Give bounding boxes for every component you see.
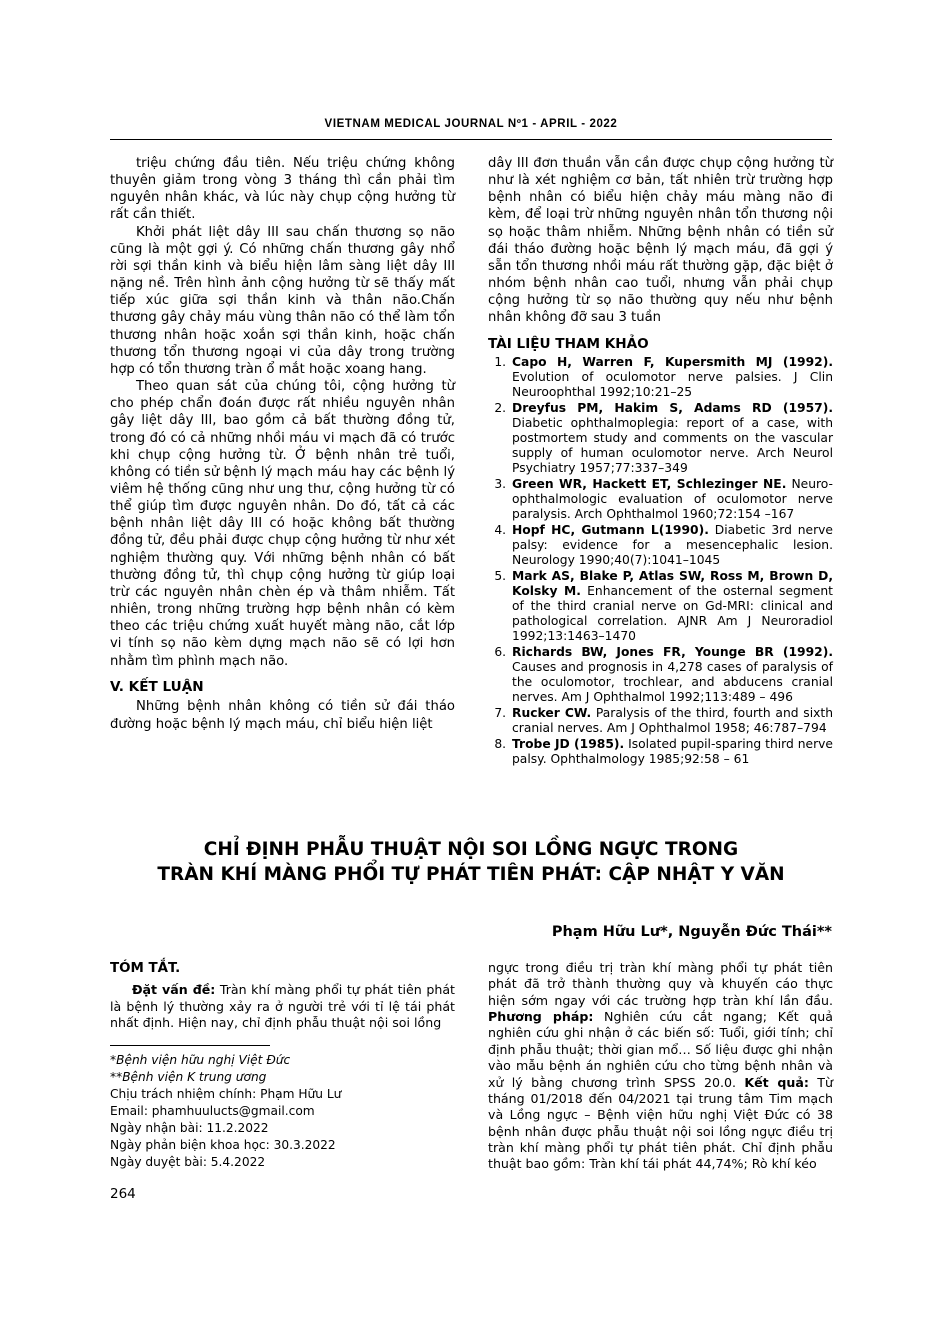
abstract-paragraph bbox=[488, 960, 833, 1173]
abstract-lead-in-methods: Phương pháp: bbox=[488, 1009, 594, 1025]
contact-email[interactable]: Email: phamhuulucts@gmail.com bbox=[110, 1104, 315, 1119]
reference-item bbox=[510, 706, 833, 736]
abstract-text-part-1: ngực trong điều trị tràn khí màng phổi tự phát tiên phát đã trở thành thường quy và khuyến cáo thực hiện sớm ngay với các trường hợp tràn khí lần đầu. bbox=[488, 960, 833, 1008]
abstract-text-part-3: Từ tháng 01/2018 đến 04/2021 tại trung tâm Tim mạch và Lồng ngực – Bệnh viện hữu nghị Việt Đức có 38 bệnh nhân được phẫu thuật nội soi lồng ngực điều trị tràn khí màng phổi tự phát tiên phát. Chỉ định phẫu thuật bao gồm: Tràn khí tái phát 44,74%; Rò khí kéo bbox=[488, 1074, 833, 1172]
reference-authors: Rucker CW. bbox=[512, 706, 592, 721]
abstract-right bbox=[488, 960, 833, 1173]
reference-detail: Enhancement of the osternal segment of the third cranial nerve on Gd-MRI: clinical and pathological correlation. AJNR Am J Neuroradiol 1992;13:1463–1470 bbox=[512, 584, 833, 644]
reference-authors: Green WR, Hackett ET, Schlezinger NE. bbox=[512, 477, 787, 492]
reference-authors: Richards BW, Jones FR, Younge BR (1992). bbox=[512, 645, 833, 660]
abstract-lead-in: Đặt vấn đề: bbox=[132, 982, 216, 998]
article-title-block bbox=[110, 838, 832, 888]
reference-authors: Dreyfus PM, Hakim S, Adams RD (1957). bbox=[512, 401, 833, 416]
date-received: Ngày nhận bài: 11.2.2022 bbox=[110, 1121, 269, 1136]
paragraph: triệu chứng đầu tiên. Nếu triệu chứng không thuyên giảm trong vòng 3 tháng thì cần phải tìm nguyên nhân khác, và lúc này chụp cộng hưởng từ rất cần thiết. bbox=[110, 156, 455, 223]
date-reviewed: Ngày phản biện khoa học: 30.3.2022 bbox=[110, 1138, 336, 1153]
reference-detail: Isolated pupil-sparing third nerve palsy. Ophthalmology 1985;92:58 – 61 bbox=[512, 737, 833, 767]
reference-detail: Diabetic ophthalmoplegia: report of a case, with postmortem study and comments on the vascular supply of human oculomotor nerve. Arch Neurol Psychiatry 1957;77:337–349 bbox=[512, 416, 833, 476]
header-rule bbox=[110, 139, 832, 140]
reference-detail: Evolution of oculomotor nerve palsies. J Clin Neuroophthal 1992;10:21–25 bbox=[512, 370, 833, 400]
reference-detail: Paralysis of the third, fourth and sixth cranial nerves. Am J Ophthalmol 1958; 46:787–794 bbox=[512, 706, 833, 736]
right-column bbox=[488, 155, 833, 768]
page-number: 264 bbox=[110, 1186, 136, 1202]
reference-authors: Hopf HC, Gutmann L(1990). bbox=[512, 523, 709, 538]
affiliation-2: **Bệnh viện K trung ương bbox=[110, 1070, 267, 1085]
paragraph: Khởi phát liệt dây III sau chấn thương sọ não cũng là một gợi ý. Có những chấn thương gây nhổ rời sợi thần kinh và biểu hiện lâm sàng liệt dây III nặng nề. Trên hình ảnh cộng hưởng từ sẽ thấy mất tiếp xúc giữa sợi thần kinh và thân não.Chấn thương gây chảy máu vùng thân não có thể làm tổn thương nhân hoặc xoắn sợi thần kinh, hoặc chấn thương tổn thương ngoại vi của dây trong trường hợp có tổn thương tràn ổ mắt hoặc xoang hang. bbox=[110, 224, 455, 377]
reference-list bbox=[488, 355, 833, 767]
reference-item bbox=[510, 645, 833, 705]
responsible-author: Chịu trách nhiệm chính: Phạm Hữu Lư bbox=[110, 1087, 342, 1102]
reference-authors: Trobe JD (1985). bbox=[512, 737, 625, 752]
left-column bbox=[110, 155, 455, 733]
conclusion-heading: V. KẾT LUẬN bbox=[110, 678, 204, 695]
article-title-line-1: CHỈ ĐỊNH PHẪU THUẬT NỘI SOI LỒNG NGỰC TRONG bbox=[203, 839, 739, 860]
article-authors: Phạm Hữu Lư*, Nguyễn Đức Thái** bbox=[551, 924, 832, 940]
date-accepted: Ngày duyệt bài: 5.4.2022 bbox=[110, 1155, 266, 1170]
abstract-heading-text: TÓM TẮT bbox=[110, 961, 176, 976]
reference-item bbox=[510, 355, 833, 400]
abstract-lead-in-results: Kết quả: bbox=[744, 1074, 809, 1090]
article-title-line-2: TRÀN KHÍ MÀNG PHỔI TỰ PHÁT TIÊN PHÁT: CẬP NHẬT Y VĂN bbox=[157, 863, 785, 885]
reference-authors: Mark AS, Blake P, Atlas SW, Ross M, Brown D, Kolsky M. bbox=[512, 569, 833, 599]
abstract-paragraph bbox=[110, 982, 455, 1031]
reference-item bbox=[510, 401, 833, 476]
footnote-block bbox=[110, 1052, 455, 1172]
affiliation-1: *Bệnh viện hữu nghị Việt Đức bbox=[110, 1053, 291, 1067]
reference-detail: Causes and prognosis in 4,278 cases of paralysis of the oculomotor, trochlear, and abducens cranial nerves. Am J Ophthalmol 1992;113:489 – 496 bbox=[512, 660, 833, 705]
abstract-text: Tràn khí màng phổi tự phát tiên phát là bệnh lý thường xảy ra ở người trẻ với tỉ lệ tái phát nhất định. Hiện nay, chỉ định phẫu thuật nội soi lồng bbox=[110, 982, 455, 1031]
footnote-rule bbox=[110, 1045, 270, 1046]
reference-item bbox=[510, 569, 833, 644]
abstract-text-part-2: Nghiên cứu cắt ngang; Kết quả nghiên cứu ghi nhận ở các biến số: Tuổi, giới tính; chỉ định phẫu thuật; thời gian mổ… Số liệu được ghi nhận vào mẫu bệnh án nghiên cứu cho từng bệnh nhân và xử lý bằng chương trình SPSS 20.0. bbox=[488, 1009, 833, 1090]
reference-item bbox=[510, 477, 833, 522]
abstract-heading-suffix: . bbox=[175, 961, 181, 976]
conclusion-paragraph: Những bệnh nhân không có tiền sử đái tháo đường hoặc bệnh lý mạch máu, chỉ biểu hiện liệt bbox=[110, 699, 455, 732]
reference-authors: Capo H, Warren F, Kupersmith MJ (1992). bbox=[512, 355, 833, 370]
reference-item bbox=[510, 737, 833, 767]
references-heading: TÀI LIỆU THAM KHẢO bbox=[488, 335, 649, 352]
running-head: VIETNAM MEDICAL JOURNAL Nº1 - APRIL - 2022 bbox=[324, 118, 618, 130]
reference-detail: Diabetic 3rd nerve palsy: evidence for a mesencephalic lesion. Neurology 1990;40(7):1041–1045 bbox=[512, 523, 834, 568]
abstract-heading bbox=[110, 960, 455, 977]
reference-item bbox=[510, 523, 833, 568]
paragraph: Theo quan sát của chúng tôi, cộng hưởng từ cho phép chẩn đoán được rất nhiều nguyên nhân gây liệt dây III, bao gồm cả bất thường đồng tử, trong đó có cả những nhồi máu vi mạch đã có trước khi chụp cộng hưởng từ. Ở bệnh nhân trẻ tuổi, không có tiền sử bệnh lý mạch máu hay các bệnh lý viêm hệ thống cũng như ung thư, cộng hưởng từ có thể giúp tìm được nguyên nhân. Do đó, tất cả các bệnh nhân liệt dây III có hoặc không bất thường đồng tử, đều phải được chụp cộng hưởng từ như xét nghiệm thường quy. Với những bệnh nhân có bất thường đồng tử, thì chụp cộng hưởng từ giúp loại trừ các nguyên nhân chèn ép và thâm nhiễm. Tất nhiên, trong những trường hợp bệnh nhân có kèm theo các triệu chứng xuất huyết màng não, cắt lớp vi tính sọ não kèm dựng mạch não sẽ có lợi hơn nhằm tìm phình mạch não. bbox=[110, 379, 455, 669]
paragraph: dây III đơn thuần vẫn cần được chụp cộng hưởng từ như là xét nghiệm cơ bản, tất nhiên trừ trường hợp bệnh nhân có biểu hiện chảy máu màng não đi kèm, để loại trừ những nguyên nhân tổn thương nội sọ hoặc thâm nhiễm. Những bệnh nhân có tiền sử đái tháo đường hoặc bệnh lý mạch máu, đã gợi ý sẵn tổn thương nhồi máu rất thường gặp, đặc biệt ở nhóm bệnh nhân cao tuổi, nhưng vẫn phải chụp cộng hưởng từ sọ não thường quy nếu như bệnh nhân không đỡ sau 3 tuần bbox=[488, 156, 833, 326]
abstract-left bbox=[110, 960, 455, 1032]
reference-detail: Neuro-ophthalmologic evaluation of oculomotor nerve paralysis. Arch Ophthalmol 1960;72:154 –167 bbox=[512, 477, 833, 522]
